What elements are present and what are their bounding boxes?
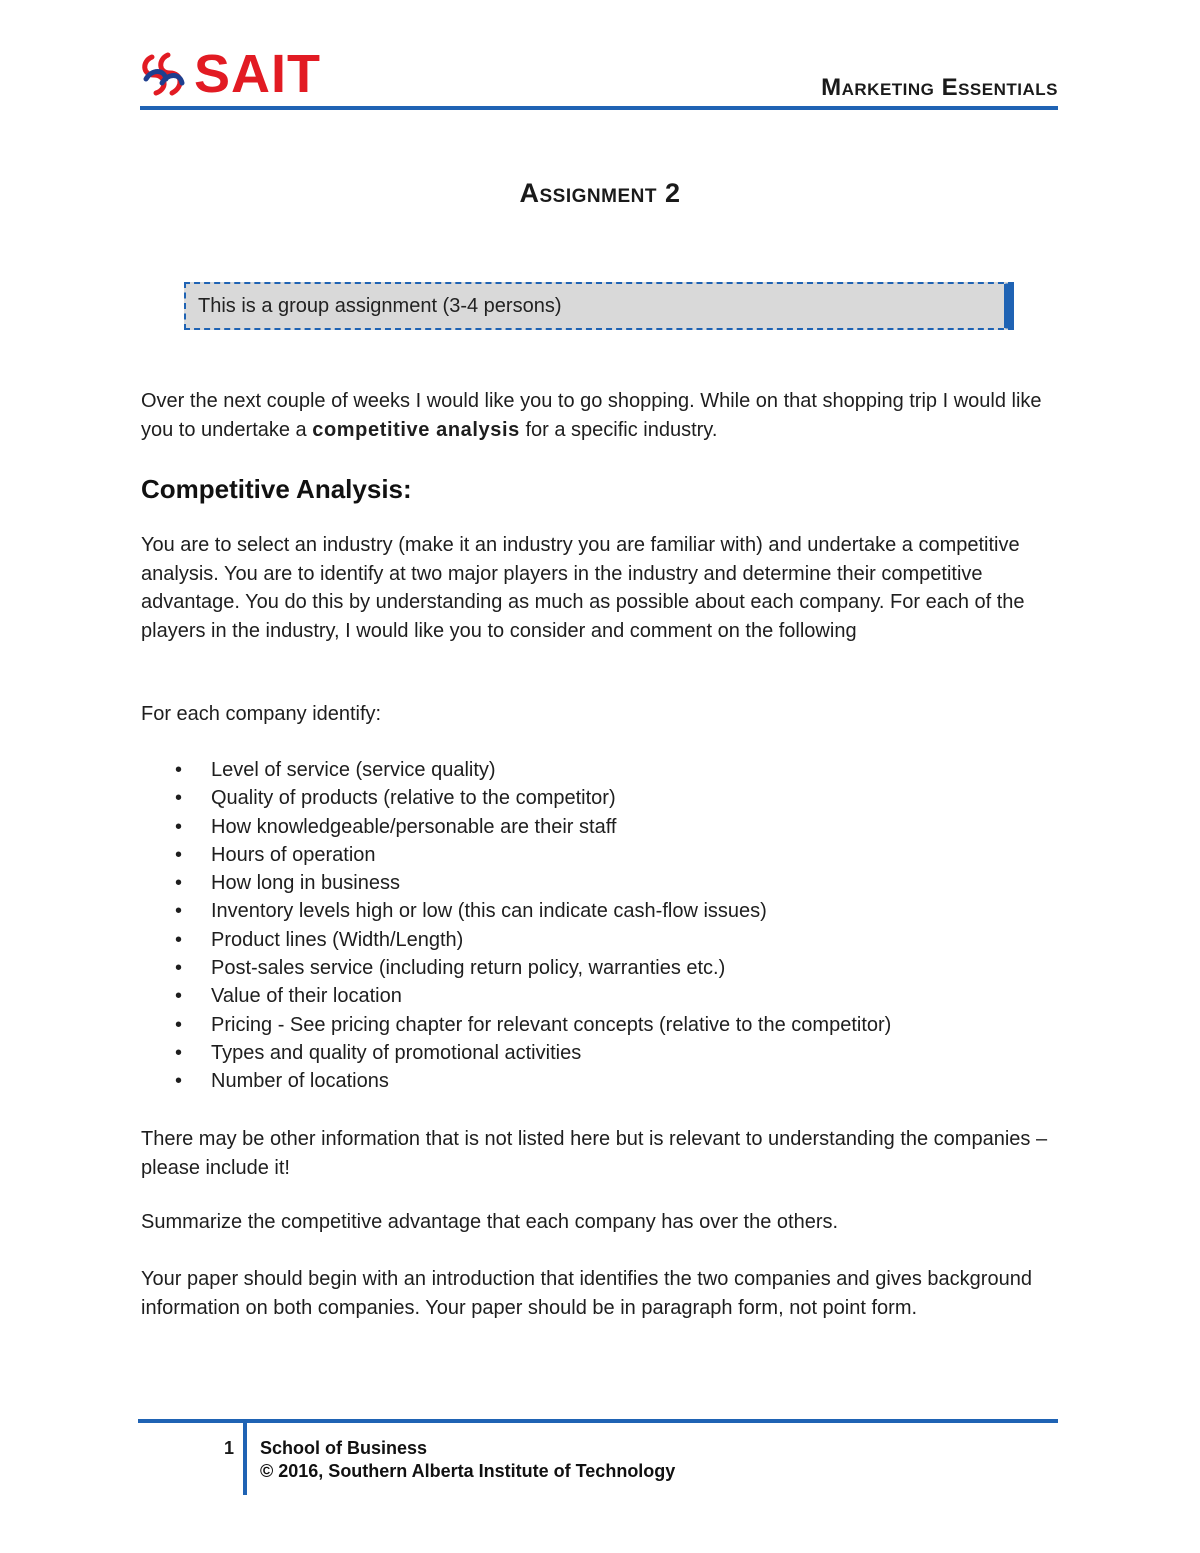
group-assignment-callout xyxy=(184,282,1014,330)
intro-paragraph xyxy=(141,387,1061,444)
assignment-title: Assignment 2 xyxy=(519,178,681,208)
bullet-icon: • xyxy=(175,1041,183,1064)
bullet-icon: • xyxy=(175,1070,183,1093)
bullet-icon: • xyxy=(175,872,183,895)
bullet-icon: • xyxy=(175,843,183,866)
criteria-list xyxy=(141,756,891,1096)
footer-school: School of Business xyxy=(260,1438,428,1458)
list-item: • Quality of products (relative to the competitor) xyxy=(141,784,891,812)
footer-text xyxy=(260,1437,675,1483)
list-item: • Number of locations xyxy=(141,1067,891,1095)
intro-bold-term: competitive analysis xyxy=(312,418,520,441)
bullet-icon: • xyxy=(175,815,183,838)
section-heading: Competitive Analysis: xyxy=(141,474,412,504)
intro-text-before: Over the next couple of weeks I would like you to go shopping. While on that shopping trip I would like you to undertake a xyxy=(141,390,1042,441)
bullet-icon: • xyxy=(175,957,183,980)
footer-vertical-divider xyxy=(243,1423,247,1495)
course-title: Marketing Essentials xyxy=(821,74,1058,101)
footer-divider xyxy=(138,1419,1058,1423)
footer-copyright: © 2016, Southern Alberta Institute of Technology xyxy=(260,1461,676,1481)
paper-format-paragraph: Your paper should begin with an introduction that identifies the two companies and gives background information on both companies. Your paper should be in paragraph form, not point form. xyxy=(141,1268,1032,1319)
other-info-paragraph: There may be other information that is not listed here but is relevant to understanding the companies – please include it! xyxy=(141,1128,1048,1179)
header-divider xyxy=(140,106,1058,110)
industry-paragraph: You are to select an industry (make it an industry you are familiar with) and undertake a competitive analysis. You are to identify at two major players in the industry and determine their competitive advantage. You do this by understanding as much as possible about each company. For each of the players in the industry, I would like you to consider and comment on the following xyxy=(141,534,1025,642)
intro-text-after: for a specific industry. xyxy=(519,418,718,441)
bullet-icon: • xyxy=(175,1013,183,1036)
list-item: • Types and quality of promotional activities xyxy=(141,1039,891,1067)
list-item: • How long in business xyxy=(141,869,891,897)
list-item: • Pricing - See pricing chapter for relevant concepts (relative to the competitor) xyxy=(141,1011,891,1039)
bullet-icon: • xyxy=(175,928,183,951)
list-item: • Inventory levels high or low (this can indicate cash-flow issues) xyxy=(141,897,891,925)
list-item: • Value of their location xyxy=(141,982,891,1010)
bullet-icon: • xyxy=(175,900,183,923)
logo-wordmark: SAIT xyxy=(194,44,322,104)
callout-text: This is a group assignment (3-4 persons) xyxy=(198,294,562,317)
list-item: • Post-sales service (including return policy, warranties etc.) xyxy=(141,954,891,982)
list-item: • Level of service (service quality) xyxy=(141,756,891,784)
bullet-icon: • xyxy=(175,787,183,810)
list-item: • How knowledgeable/personable are their staff xyxy=(141,813,891,841)
bullet-icon: • xyxy=(175,985,183,1008)
bullet-icon: • xyxy=(175,759,183,781)
sait-emblem-icon xyxy=(138,49,188,99)
sait-logo xyxy=(138,46,338,102)
list-item: • Product lines (Width/Length) xyxy=(141,926,891,954)
summary-paragraph: Summarize the competitive advantage that each company has over the others. xyxy=(141,1211,839,1233)
list-intro: For each company identify: xyxy=(141,703,382,725)
page-number: 1 xyxy=(223,1438,234,1458)
list-item: • Hours of operation xyxy=(141,841,891,869)
